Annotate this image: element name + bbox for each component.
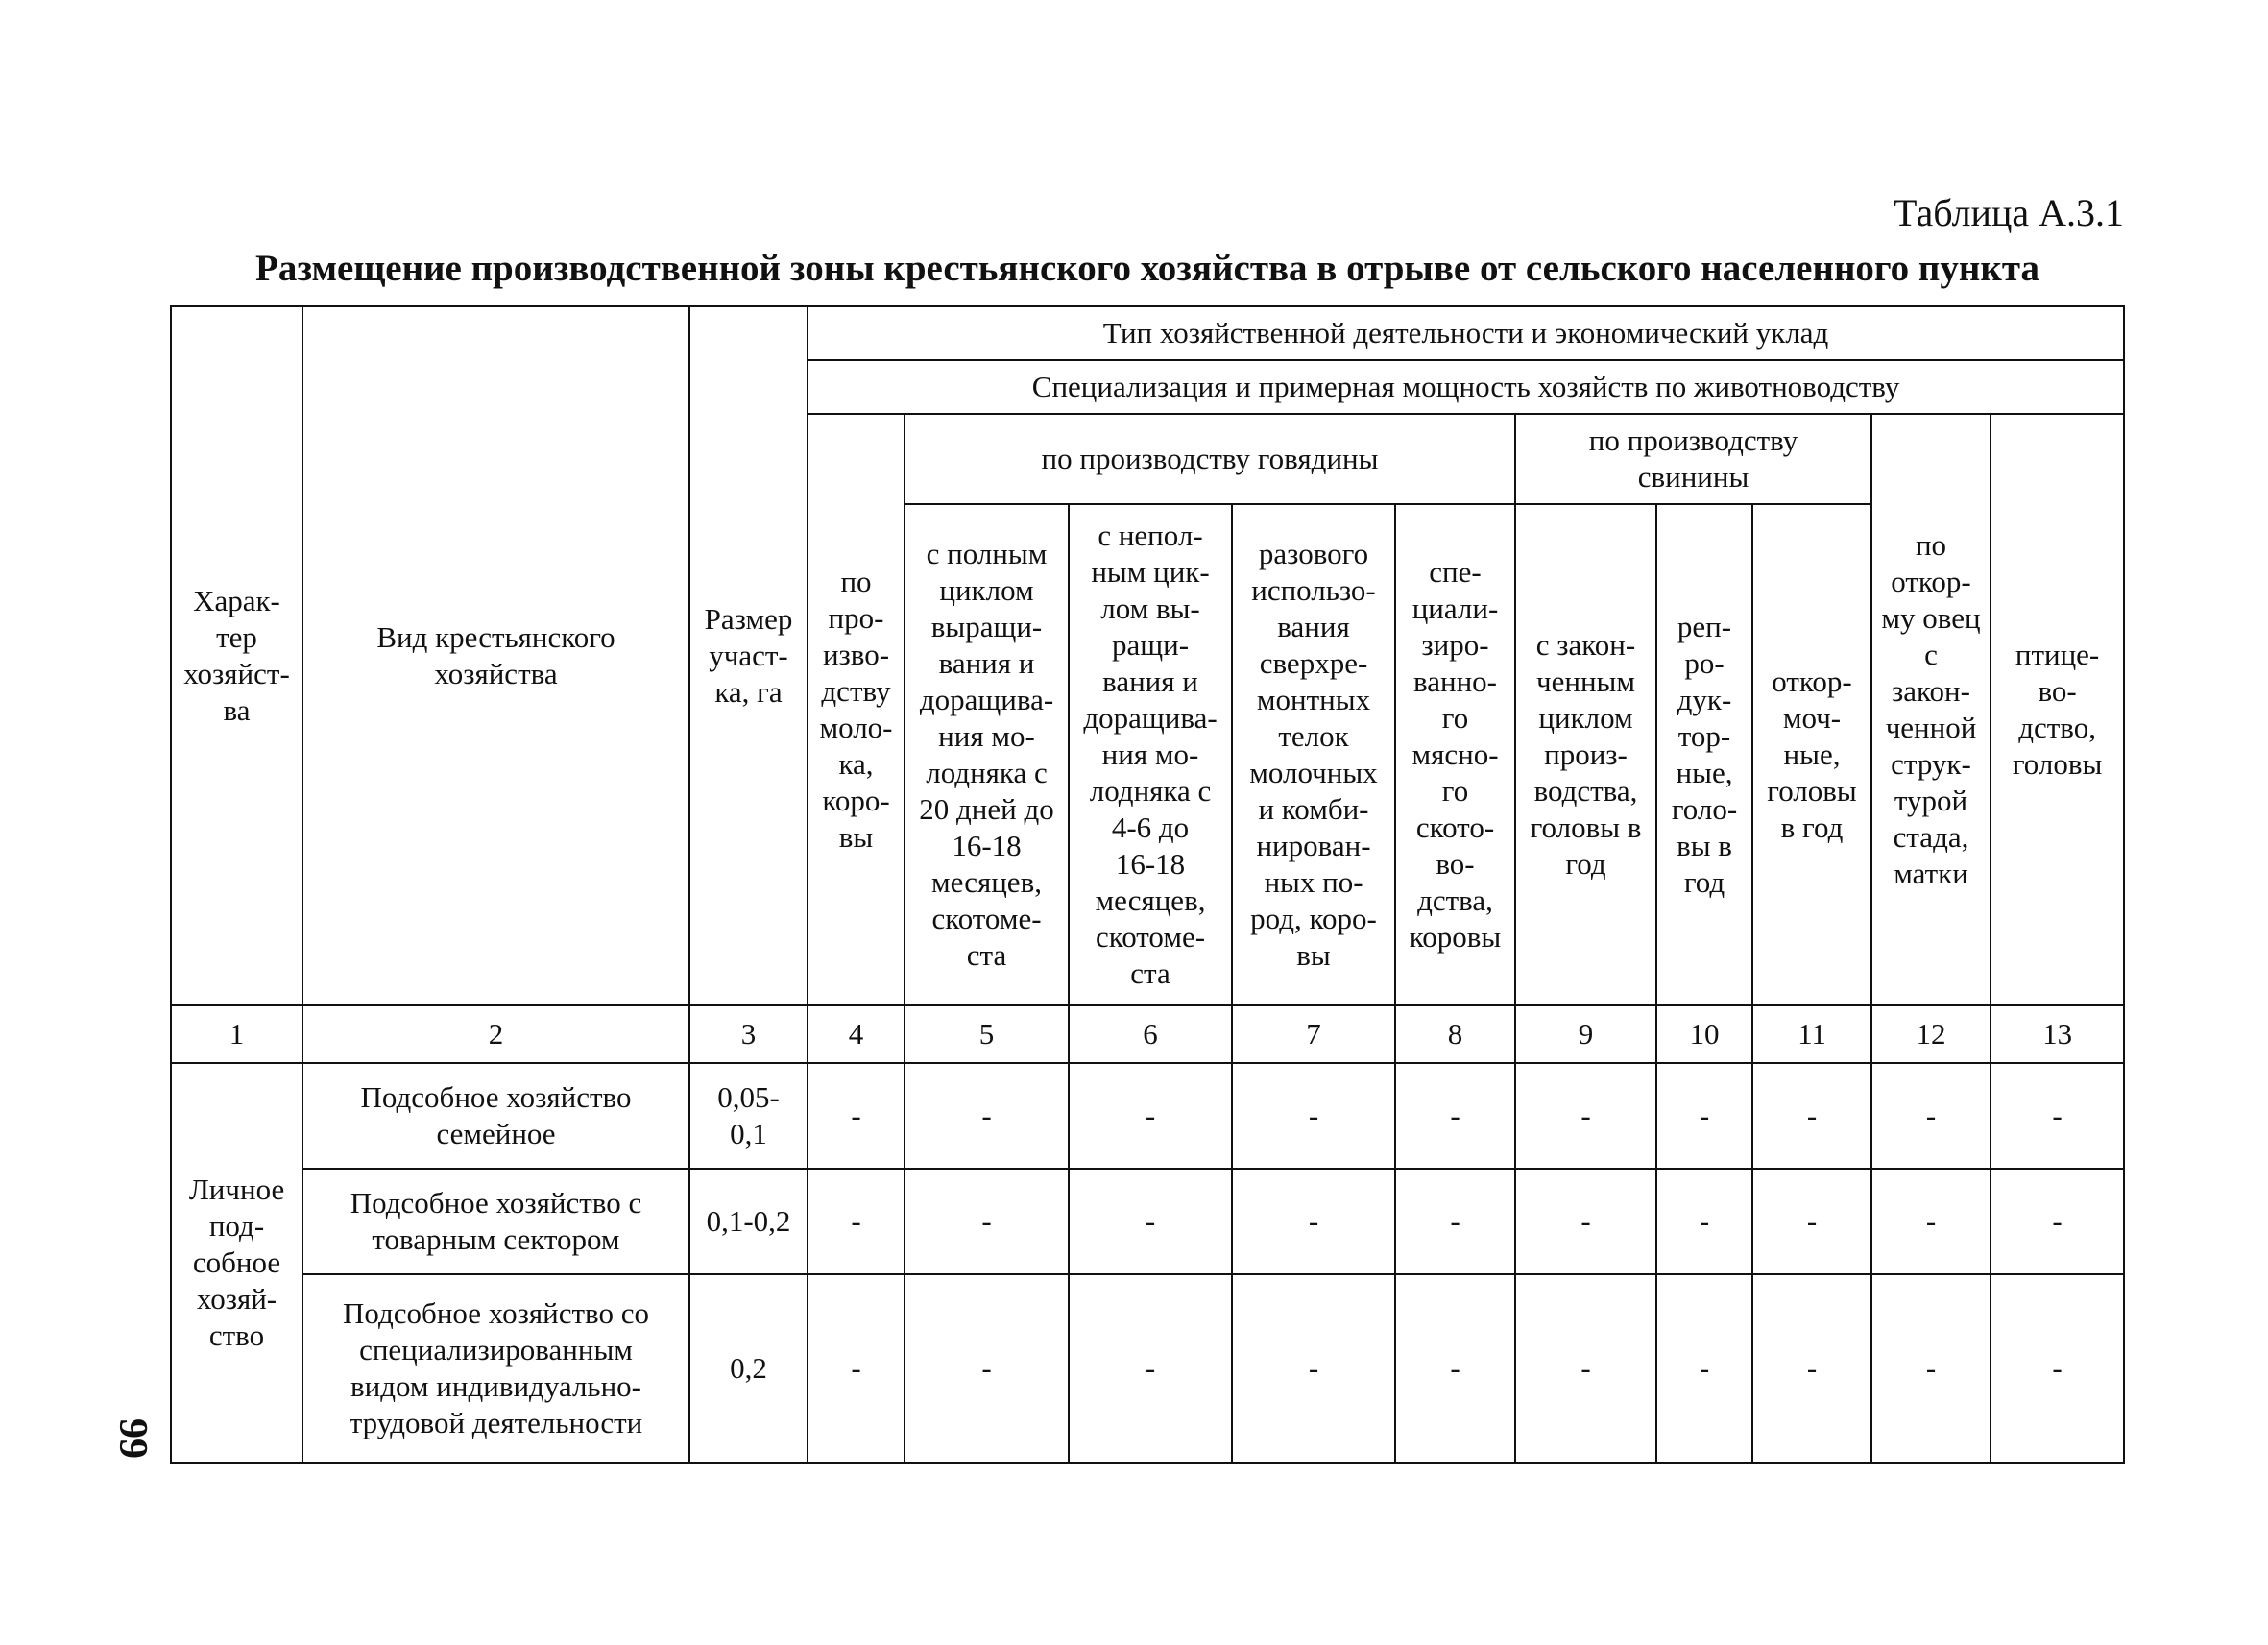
cell-value: -	[1991, 1274, 2124, 1463]
cell-value: -	[1232, 1169, 1395, 1274]
column-number: 6	[1069, 1005, 1232, 1063]
cell-value: -	[808, 1063, 905, 1169]
cell-value: -	[1515, 1063, 1656, 1169]
data-table	[170, 305, 2125, 1464]
cell-value: -	[1752, 1274, 1871, 1463]
column-number: 9	[1515, 1005, 1656, 1063]
header-activity-type: Тип хозяйственной деятельности и экономический уклад	[808, 306, 2124, 360]
column-number: 13	[1991, 1005, 2124, 1063]
header-character: Харак- тер хозяйст- ва	[171, 306, 302, 1005]
row-farm-kind: Подсобное хозяйство со специализированным видом индивидуально- трудовой деятельности	[302, 1274, 689, 1463]
column-number: 5	[905, 1005, 1069, 1063]
column-number: 3	[689, 1005, 808, 1063]
header-beef-single-use: разового использо- вания сверхре- монтных телок молочных и комби- нирован- ных по- род, коро- вы	[1232, 504, 1395, 1005]
cell-value: -	[1656, 1169, 1752, 1274]
cell-value: -	[1752, 1169, 1871, 1274]
page-number: 99	[110, 1418, 155, 1459]
table-row	[171, 1063, 2124, 1169]
header-specialization: Специализация и примерная мощность хозяйств по животноводству	[808, 360, 2124, 414]
column-number: 1	[171, 1005, 302, 1063]
cell-value: -	[1069, 1063, 1232, 1169]
cell-value: -	[808, 1169, 905, 1274]
column-number: 2	[302, 1005, 689, 1063]
cell-value: -	[1515, 1274, 1656, 1463]
cell-value: -	[905, 1169, 1069, 1274]
header-pork-group: по производству свинины	[1515, 414, 1871, 504]
cell-value: -	[1395, 1274, 1515, 1463]
table-row	[171, 1274, 2124, 1463]
header-dairy: по про- изво- дству моло- ка, коро- вы	[808, 414, 905, 1005]
header-pork-fattening: откор- моч- ные, головы в год	[1752, 504, 1871, 1005]
header-pork-closed-cycle: с закон- ченным циклом произ- водства, головы в год	[1515, 504, 1656, 1005]
cell-value: -	[1069, 1274, 1232, 1463]
column-number: 12	[1871, 1005, 1991, 1063]
cell-value: -	[1871, 1169, 1991, 1274]
header-pork-reproductive: реп- ро- дук- тор- ные, голо- вы в год	[1656, 504, 1752, 1005]
cell-value: -	[1752, 1063, 1871, 1169]
cell-value: -	[905, 1274, 1069, 1463]
table-row	[171, 1169, 2124, 1274]
row-plot-size: 0,1-0,2	[689, 1169, 808, 1274]
cell-value: -	[1515, 1169, 1656, 1274]
cell-value: -	[1395, 1063, 1515, 1169]
cell-value: -	[1395, 1169, 1515, 1274]
cell-value: -	[1069, 1169, 1232, 1274]
cell-value: -	[808, 1274, 905, 1463]
header-beef-group: по производству говядины	[905, 414, 1515, 504]
cell-value: -	[1871, 1274, 1991, 1463]
column-number: 4	[808, 1005, 905, 1063]
column-number: 11	[1752, 1005, 1871, 1063]
header-beef-partial-cycle: с непол- ным цик- лом вы- ращи- вания и доращива- ния мо- лодняка с 4-6 до 16-18 месяцев, скотоме- ста	[1069, 504, 1232, 1005]
row-farm-kind: Подсобное хозяйство семейное	[302, 1063, 689, 1169]
header-sheep: по откор- му овец с закон- ченной струк- турой стада, матки	[1871, 414, 1991, 1005]
column-number: 8	[1395, 1005, 1515, 1063]
table-caption: Таблица А.3.1	[1894, 191, 2124, 234]
column-number: 10	[1656, 1005, 1752, 1063]
header-poultry: птице- во- дство, головы	[1991, 414, 2124, 1005]
cell-value: -	[1656, 1274, 1752, 1463]
header-plot-size: Размер участ- ка, га	[689, 306, 808, 1005]
cell-value: -	[1991, 1169, 2124, 1274]
column-number: 7	[1232, 1005, 1395, 1063]
cell-value: -	[1232, 1063, 1395, 1169]
cell-value: -	[1991, 1063, 2124, 1169]
header-farm-kind: Вид крестьянского хозяйства	[302, 306, 689, 1005]
header-beef-specialized: спе- циали- зиро- ванно- го мясно- го ското- во- дства, коровы	[1395, 504, 1515, 1005]
cell-value: -	[905, 1063, 1069, 1169]
row-plot-size: 0,2	[689, 1274, 808, 1463]
cell-value: -	[1232, 1274, 1395, 1463]
cell-value: -	[1656, 1063, 1752, 1169]
header-beef-full-cycle: с полным циклом выращи- вания и доращива- ния мо- лодняка с 20 дней до 16-18 месяцев, скотоме- ста	[905, 504, 1069, 1005]
cell-value: -	[1871, 1063, 1991, 1169]
row-character: Личное под- собное хозяй- ство	[171, 1063, 302, 1463]
table-title: Размещение производственной зоны крестьянского хозяйства в отрыве от сельского населенного пункта	[255, 248, 2039, 289]
row-plot-size: 0,05- 0,1	[689, 1063, 808, 1169]
row-farm-kind: Подсобное хозяйство с товарным сектором	[302, 1169, 689, 1274]
